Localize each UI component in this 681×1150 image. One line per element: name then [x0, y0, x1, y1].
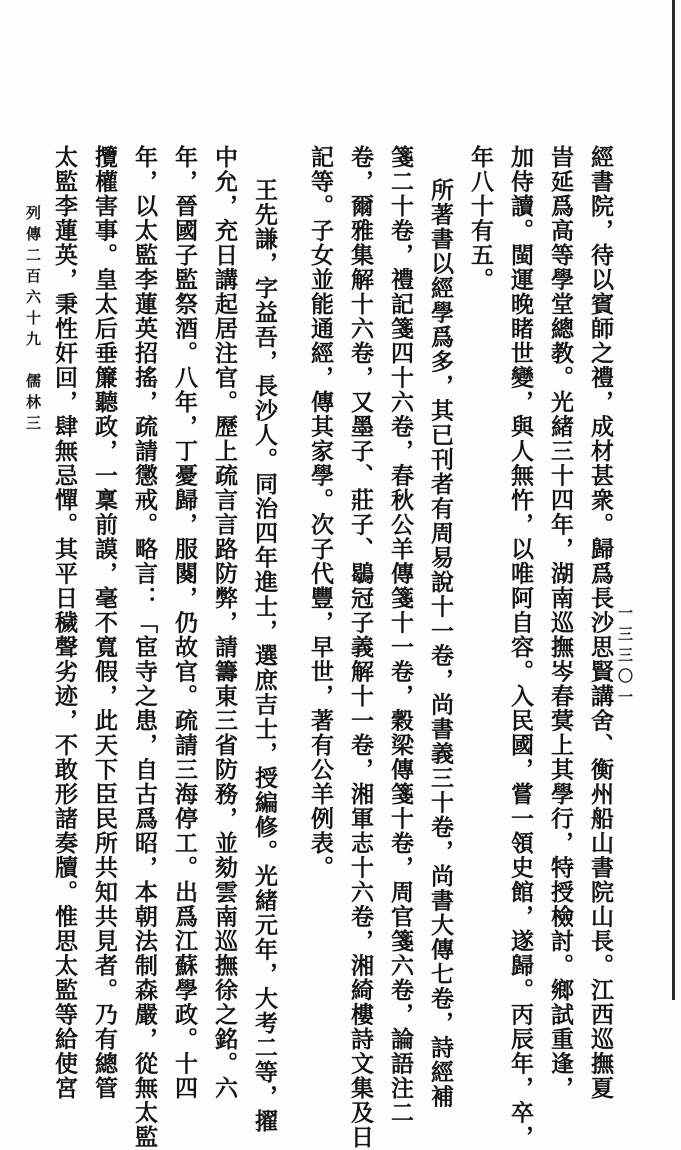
text-column-13: 攬權害事。皇太后垂簾聽政，一稟前謨，毫不寬假，此天下臣民所共知共見者。乃有總管: [91, 145, 118, 1101]
text-column-4: 年八十有五。: [467, 145, 494, 292]
text-column-14: 太監李蓮英，秉性奸回，肆無忌憚。其平日穢聲劣迹，不敢形諸奏牘。惟思太監等給使宮: [51, 145, 78, 1101]
page-number: 一三三〇一: [616, 605, 634, 710]
text-column-5: 所著書以經學爲多，其已刊者有周易說十一卷，尚書義三十卷，尚書大傳七卷，詩經補: [427, 178, 454, 1109]
page-edge-line: [672, 0, 675, 1000]
text-column-8: 記等。子女並能通經，傳其家學。次子代豐，早世，著有公羊例表。: [307, 145, 334, 880]
text-column-3: 加侍讀。閩運晚睹世變，與人無忤，以唯阿自容。入民國，嘗一領史館，遂歸。丙辰年，卒，: [507, 145, 534, 1150]
text-column-1: 經書院，待以賓師之禮，成材甚衆。歸爲長沙思賢講舍、衡州船山書院山長。江西巡撫夏: [587, 145, 614, 1101]
text-column-11: 年，晉國子監祭酒。八年，丁憂歸，服闋，仍故官。疏請三海停工。出爲江蘇學政。十四: [171, 145, 198, 1101]
text-column-12: 年，以太監李蓮英招搖，疏請懲戒。略言：「宦寺之患，自古爲昭，本朝法制森嚴，從無太監: [131, 145, 158, 1150]
text-column-6: 箋二十卷，禮記箋四十六卷，春秋公羊傳箋十一卷，穀梁傳箋十卷，周官箋六卷，論語注二: [387, 145, 414, 1125]
text-column-2: 旹延爲高等學堂總教。光緒三十四年，湖南巡撫岑春蓂上其學行，特授檢討。鄉試重逢，: [547, 145, 574, 1101]
text-column-7: 卷，爾雅集解十六卷，又墨子、莊子、鶡冠子義解十一卷，湘軍志十六卷，湘綺樓詩文集及日: [347, 145, 374, 1150]
section-heading: 列傳二百六十九 儒林三: [24, 205, 42, 436]
text-column-10: 中允，充日講起居注官。歷上疏言言路防弊，請籌東三省防務，並劾雲南巡撫徐之銘。六: [211, 145, 238, 1101]
text-column-9: 王先謙，字益吾，長沙人。同治四年進士，選庶吉士，授編修。光緒元年，大考二等，擢: [251, 178, 278, 1134]
